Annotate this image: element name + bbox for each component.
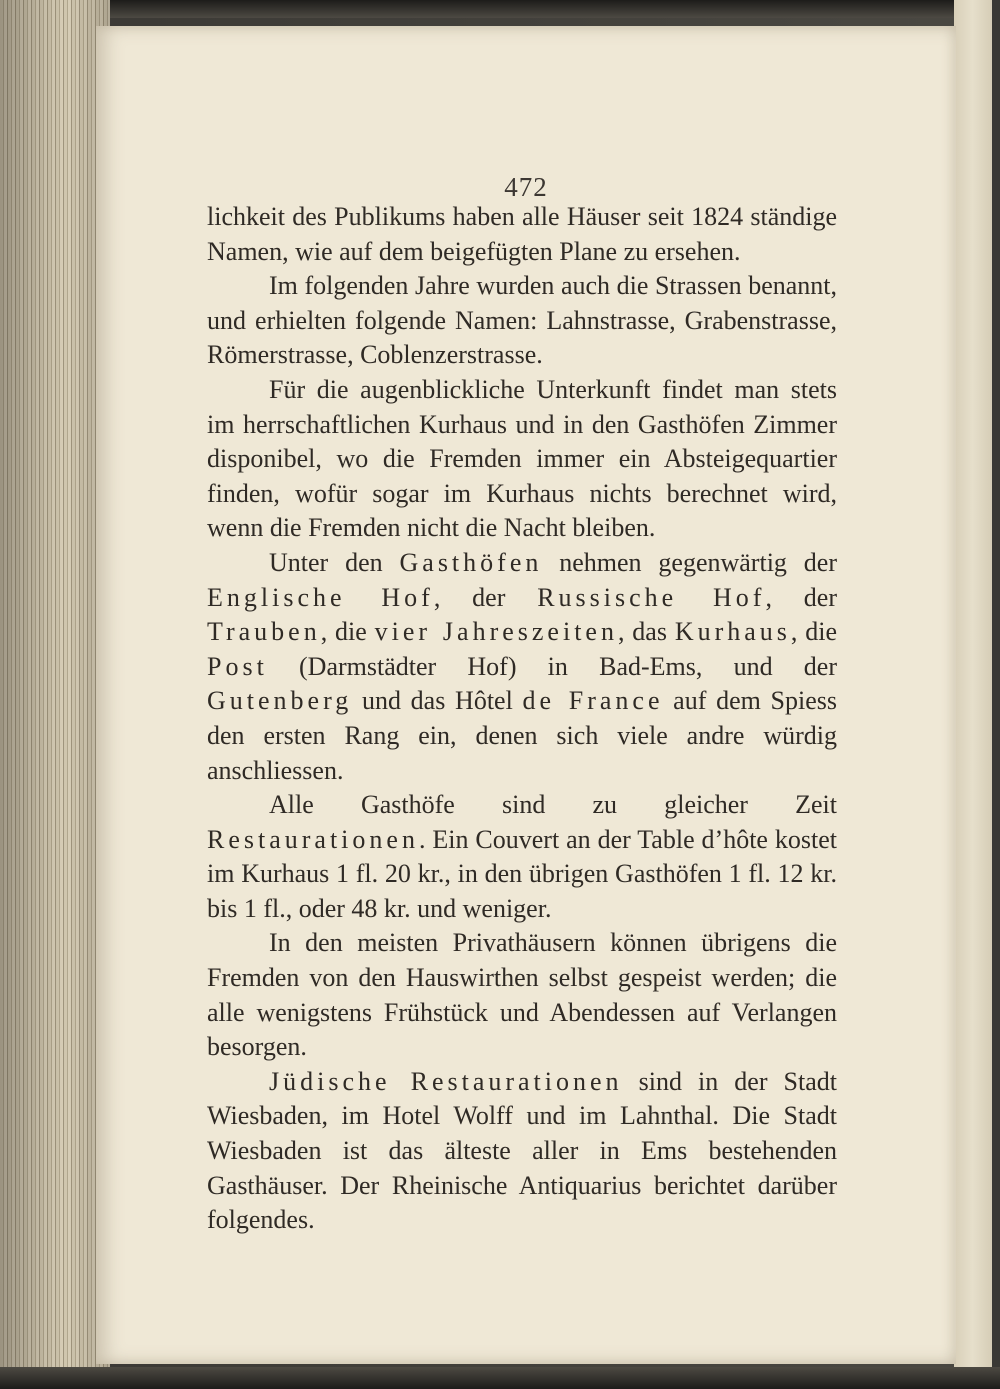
emphasis-englische-hof: Englische Hof bbox=[207, 582, 434, 612]
emphasis-post: Post bbox=[207, 651, 268, 681]
paragraph-continuation: lichkeit des Publikums haben alle Häuser seit 1824 ständige Namen, wie auf dem beigefügten Plane zu ersehen. bbox=[207, 202, 837, 266]
text-run: , das bbox=[617, 617, 675, 647]
page-edge-shadow bbox=[0, 0, 110, 1389]
emphasis-kurhaus: Kurhaus bbox=[674, 617, 791, 647]
text-run: Unter den bbox=[269, 547, 400, 577]
text-run: (Darmstädter Hof) in Bad-Ems, und der bbox=[267, 651, 837, 681]
emphasis-restaurationen: Restaurationen bbox=[207, 824, 419, 854]
scan-bottom-border bbox=[0, 1367, 1000, 1389]
text-run: , die bbox=[790, 617, 838, 647]
emphasis-de-france: de France bbox=[522, 686, 664, 716]
text-run: auf dem Spiess den ersten Rang ein, denen sich viele andre würdig anschliessen. bbox=[207, 686, 838, 785]
text-run: sind in der Stadt Wiesbaden, im Hotel Wolff und im Lahnthal. Die Stadt Wiesbaden ist das älteste aller in Ems bestehenden Gasthäuser. Der Rheinische Antiquarius berichtet darüber folgendes. bbox=[207, 1066, 837, 1235]
paragraph-jewish-restaurants bbox=[207, 1065, 837, 1238]
text-run: und das Hôtel bbox=[352, 686, 523, 716]
right-scan-border bbox=[992, 0, 1000, 1389]
scan-top-border bbox=[0, 0, 1000, 18]
emphasis-trauben: Trauben bbox=[207, 617, 321, 647]
text-run: , die bbox=[320, 617, 375, 647]
text-run: . Ein Couvert an der Table d’hôte kostet im Kurhaus 1 fl. 20 kr., in den übrigen Gasthöfen 1 fl. 12 kr. bis 1 fl., oder 48 kr. und weniger. bbox=[207, 824, 837, 923]
emphasis-gutenberg: Gutenberg bbox=[207, 686, 353, 716]
emphasis-juedische-restaurationen: Jüdische Restaurationen bbox=[269, 1066, 623, 1096]
page-body-text bbox=[207, 200, 837, 1238]
text-run: nehmen gegenwärtig der bbox=[542, 547, 837, 577]
text-run: , der bbox=[765, 582, 838, 612]
paragraph-hotels bbox=[207, 546, 837, 788]
paragraph-restaurations bbox=[207, 788, 837, 926]
paragraph-private-houses: In den meisten Privathäusern können übrigens die Fremden von den Hauswirthen selbst gespeist werden; die alle wenigstens Frühstück und Abendessen auf Verlangen besorgen. bbox=[207, 928, 837, 1062]
text-run: , der bbox=[433, 582, 538, 612]
emphasis-russische-hof: Russische Hof bbox=[537, 582, 766, 612]
paragraph-accommodation: Für die augenblickliche Unterkunft findet man stets im herrschaftlichen Kurhaus und in den Gasthöfen Zimmer disponibel, wo die Fremden immer ein Absteigequartier finden, wofür sogar im Kurhaus nichts berechnet wird, wenn die Fremden nicht die Nacht bleiben. bbox=[207, 374, 837, 543]
page-number: 472 bbox=[504, 172, 548, 202]
emphasis-vier-jahreszeiten: vier Jahreszeiten bbox=[374, 617, 618, 647]
paragraph-street-names: Im folgenden Jahre wurden auch die Strassen benannt, und erhielten folgende Namen: Lahnstrasse, Grabenstrasse, Römerstrasse, Coblenzerstrasse. bbox=[207, 271, 837, 370]
emphasis-gasthoefen: Gasthöfen bbox=[399, 547, 543, 577]
text-run: Alle Gasthöfe sind zu gleicher Zeit bbox=[269, 790, 837, 820]
